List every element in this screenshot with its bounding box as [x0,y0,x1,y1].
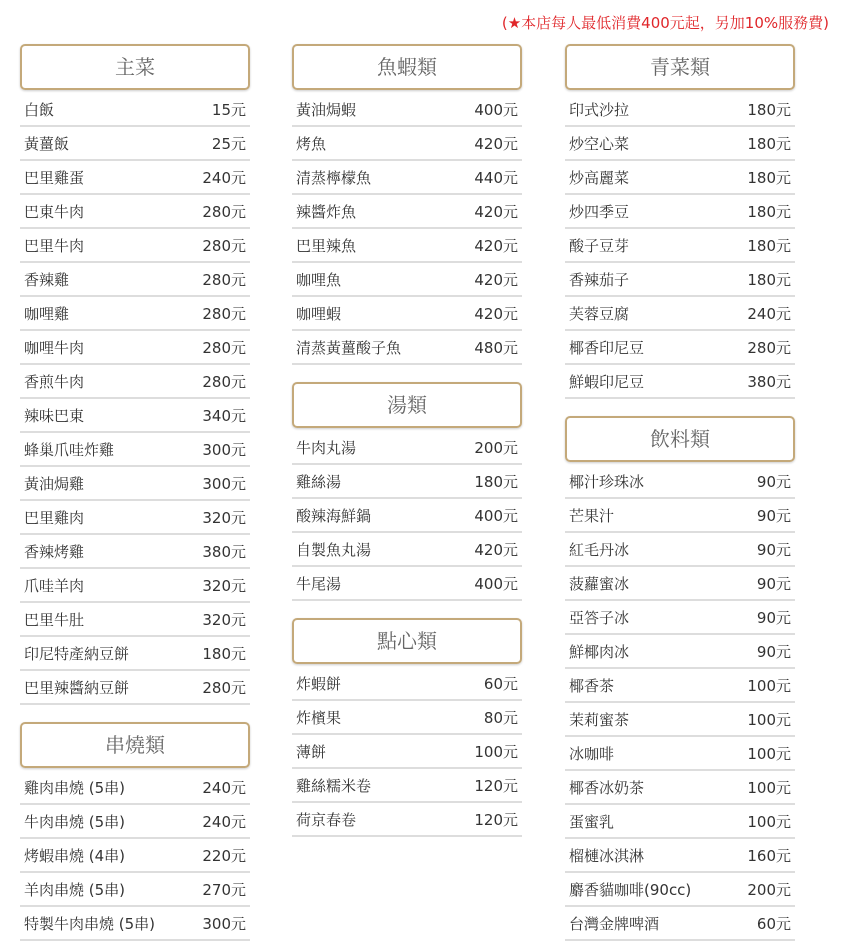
menu-item [565,161,795,195]
section-gap [292,601,522,618]
item-price: 90元 [756,506,791,525]
item-name: 芒果汁 [569,506,615,525]
item-price: 80元 [483,708,518,727]
item-name: 炒四季豆 [569,202,630,221]
item-price: 100元 [747,710,791,729]
menu-item [565,297,795,331]
item-price: 240元 [202,778,246,797]
menu-item [565,839,795,873]
item-price: 320元 [202,508,246,527]
item-name: 雞絲糯米卷 [296,776,372,795]
item-price: 90元 [756,574,791,593]
menu-item [292,803,522,837]
item-name: 羊肉串燒 (5串) [24,880,126,899]
item-price: 200元 [747,880,791,899]
menu-item [20,873,250,907]
menu-item [20,365,250,399]
item-price: 180元 [747,202,791,221]
menu-item [565,93,795,127]
menu-item [292,499,522,533]
item-name: 黃薑飯 [24,134,70,153]
item-name: 椰香冰奶茶 [569,778,645,797]
item-name: 芙蓉豆腐 [569,304,630,323]
item-name: 巴里牛肚 [24,610,85,629]
item-price: 25元 [211,134,246,153]
item-price: 180元 [747,168,791,187]
item-price: 400元 [474,100,518,119]
item-name: 辣味巴東 [24,406,85,425]
item-price: 60元 [756,914,791,933]
item-name: 牛肉丸湯 [296,438,357,457]
item-price: 420元 [474,236,518,255]
item-name: 白飯 [24,100,55,119]
menu-item [20,671,250,705]
menu-item [20,805,250,839]
item-price: 90元 [756,608,791,627]
item-name: 咖哩雞 [24,304,70,323]
menu-item [292,701,522,735]
item-price: 120元 [474,776,518,795]
menu-item [565,263,795,297]
category-header: 點心類 [292,618,522,664]
item-name: 烤蝦串燒 (4串) [24,846,126,865]
item-name: 麝香貓咖啡(90cc) [569,880,692,899]
item-name: 亞答子冰 [569,608,630,627]
item-price: 90元 [756,472,791,491]
menu-item [565,771,795,805]
item-price: 100元 [747,676,791,695]
item-price: 480元 [474,338,518,357]
menu-item [20,501,250,535]
menu-item [20,297,250,331]
item-name: 巴里辣醬納豆餅 [24,678,130,697]
item-price: 100元 [747,744,791,763]
menu-item [20,839,250,873]
menu-item [20,229,250,263]
menu-item [565,907,795,941]
menu-item [20,569,250,603]
menu-column-2 [292,44,522,837]
menu-item [565,873,795,907]
menu-item [20,637,250,671]
item-name: 巴里牛肉 [24,236,85,255]
item-name: 雞絲湯 [296,472,342,491]
item-price: 100元 [474,742,518,761]
item-name: 咖哩蝦 [296,304,342,323]
item-price: 240元 [202,812,246,831]
menu-item [565,229,795,263]
item-price: 340元 [202,406,246,425]
item-price: 180元 [747,100,791,119]
menu-item [565,601,795,635]
menu-item [565,805,795,839]
item-price: 280元 [202,236,246,255]
menu-item [565,533,795,567]
item-name: 香辣雞 [24,270,70,289]
menu-item [292,297,522,331]
item-name: 牛尾湯 [296,574,342,593]
menu-item [565,635,795,669]
item-price: 220元 [202,846,246,865]
item-price: 240元 [747,304,791,323]
menu-item [292,769,522,803]
item-name: 蛋蜜乳 [569,812,615,831]
item-name: 炸蝦餅 [296,674,342,693]
item-price: 280元 [202,304,246,323]
menu-item [565,703,795,737]
item-price: 300元 [202,474,246,493]
item-price: 420元 [474,134,518,153]
menu-item [20,907,250,941]
menu-item [292,331,522,365]
category-header: 湯類 [292,382,522,428]
item-price: 100元 [747,778,791,797]
menu-item [20,771,250,805]
menu-item [565,331,795,365]
item-name: 香辣烤雞 [24,542,85,561]
item-price: 180元 [202,644,246,663]
menu-item [20,399,250,433]
menu-item [20,93,250,127]
menu-column-3 [565,44,795,941]
menu-item [292,195,522,229]
item-name: 牛肉串燒 (5串) [24,812,126,831]
menu-item [292,431,522,465]
item-price: 420元 [474,540,518,559]
menu-item [292,465,522,499]
menu-item [565,195,795,229]
item-price: 380元 [747,372,791,391]
item-price: 60元 [483,674,518,693]
item-name: 荷京春卷 [296,810,357,829]
item-price: 15元 [211,100,246,119]
item-price: 400元 [474,506,518,525]
item-name: 黃油焗雞 [24,474,85,493]
item-price: 380元 [202,542,246,561]
item-name: 蜂巢爪哇炸雞 [24,440,115,459]
item-price: 280元 [202,678,246,697]
item-price: 280元 [202,338,246,357]
item-price: 180元 [747,270,791,289]
item-name: 椰香茶 [569,676,615,695]
item-price: 420元 [474,202,518,221]
menu-item [20,467,250,501]
menu-item [292,127,522,161]
menu-item [565,127,795,161]
item-name: 巴里雞肉 [24,508,85,527]
item-name: 鮮蝦印尼豆 [569,372,645,391]
item-name: 酸辣海鮮鍋 [296,506,372,525]
item-price: 180元 [747,236,791,255]
section-gap [20,705,250,722]
item-name: 辣醬炸魚 [296,202,357,221]
item-name: 自製魚丸湯 [296,540,372,559]
menu-item [20,127,250,161]
section-gap [565,399,795,416]
item-name: 巴里辣魚 [296,236,357,255]
item-price: 90元 [756,540,791,559]
menu-item [292,533,522,567]
item-name: 烤魚 [296,134,327,153]
menu-item [292,667,522,701]
menu-item [20,161,250,195]
category-header: 串燒類 [20,722,250,768]
item-name: 榴槤冰淇淋 [569,846,645,865]
category-header: 魚蝦類 [292,44,522,90]
item-name: 巴里雞蛋 [24,168,85,187]
item-price: 300元 [202,440,246,459]
menu-item [292,229,522,263]
item-name: 炸檳果 [296,708,342,727]
category-header: 飲料類 [565,416,795,462]
item-name: 雞肉串燒 (5串) [24,778,126,797]
item-name: 特製牛肉串燒 (5串) [24,914,156,933]
item-name: 香煎牛肉 [24,372,85,391]
item-name: 薄餅 [296,742,327,761]
item-price: 280元 [202,202,246,221]
category-header: 青菜類 [565,44,795,90]
item-price: 280元 [202,372,246,391]
item-price: 270元 [202,880,246,899]
item-name: 印尼特產納豆餅 [24,644,130,663]
item-price: 160元 [747,846,791,865]
item-price: 180元 [474,472,518,491]
item-price: 400元 [474,574,518,593]
menu-item [292,161,522,195]
item-name: 巴東牛肉 [24,202,85,221]
item-price: 320元 [202,576,246,595]
item-name: 咖哩牛肉 [24,338,85,357]
item-name: 印式沙拉 [569,100,630,119]
item-name: 香辣茄子 [569,270,630,289]
menu-item [565,365,795,399]
item-price: 280元 [747,338,791,357]
item-price: 100元 [747,812,791,831]
item-price: 320元 [202,610,246,629]
item-name: 椰汁珍珠冰 [569,472,645,491]
item-price: 240元 [202,168,246,187]
item-price: 280元 [202,270,246,289]
item-price: 420元 [474,270,518,289]
item-name: 爪哇羊肉 [24,576,85,595]
item-name: 茉莉蜜茶 [569,710,630,729]
service-charge-note: (★本店每人最低消費400元起，另加10%服務費) [501,14,829,32]
item-name: 椰香印尼豆 [569,338,645,357]
menu-item [565,669,795,703]
menu-item [565,465,795,499]
menu-item [565,499,795,533]
item-price: 200元 [474,438,518,457]
menu-item [292,263,522,297]
section-gap [292,365,522,382]
item-name: 鮮椰肉冰 [569,642,630,661]
item-name: 炒空心菜 [569,134,630,153]
item-price: 440元 [474,168,518,187]
item-name: 台灣金牌啤酒 [569,914,660,933]
menu-item [292,93,522,127]
menu-item [565,567,795,601]
menu-item [20,263,250,297]
item-price: 90元 [756,642,791,661]
menu-item [20,433,250,467]
menu-item [20,195,250,229]
item-name: 咖哩魚 [296,270,342,289]
item-name: 紅毛丹冰 [569,540,630,559]
menu-item [20,603,250,637]
item-name: 清蒸檸檬魚 [296,168,372,187]
item-price: 120元 [474,810,518,829]
menu-item [292,567,522,601]
menu-column-1 [20,44,250,941]
menu-item [565,737,795,771]
menu-item [20,535,250,569]
item-price: 300元 [202,914,246,933]
item-price: 180元 [747,134,791,153]
item-name: 炒高麗菜 [569,168,630,187]
item-name: 清蒸黃薑酸子魚 [296,338,402,357]
item-price: 420元 [474,304,518,323]
item-name: 冰咖啡 [569,744,615,763]
menu-item [292,735,522,769]
item-name: 菠蘿蜜冰 [569,574,630,593]
item-name: 黃油焗蝦 [296,100,357,119]
menu-item [20,331,250,365]
item-name: 酸子豆芽 [569,236,630,255]
category-header: 主菜 [20,44,250,90]
